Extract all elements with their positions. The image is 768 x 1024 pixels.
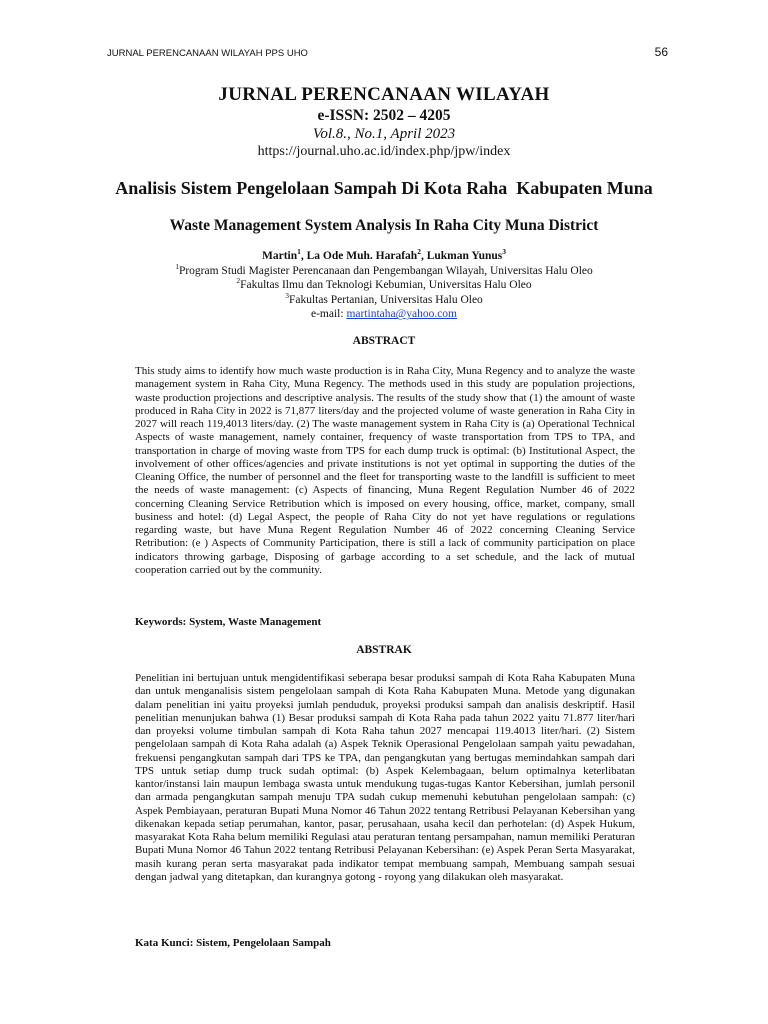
affiliation-text: Fakultas Pertanian, Universitas Halu Oleo [288, 293, 483, 306]
author [426, 247, 506, 262]
abstract-heading: ABSTRACT [352, 335, 416, 347]
abstract-text: This study aims to identify how much waste production is in Raha City, Muna Regency and to analyze the waste management system in Raha City, Muna Regency. The methods used in this study are population projections, waste production projections and descriptive analysis. The results of the study show that (1) the amount of waste produced in Raha City in 2022 is 71,877 liters/day and the projected volume of waste generation in Raha City in 2027 will reach 119,4013 liters/day. (2) The waste management system in Raha City is (a) Operational Technical Aspects of waste management, namely container, frequency of waste transportation from TPS to TPA, and transportation in charge of moving waste from TPS for each dump truck is optimal: (b) Institutional Aspect, the involvement of other offices/agencies and private institutions is not yet optimal in supporting the duties of the Cleaning Office, the number of personnel and the fleet for transporting waste to the landfill is sufficient to meet the needs of waste management: (c) Aspects of financing, Muna Regent Regulation Number 46 of 2022 concerning Cleaning Service Retribution which is imposed on every housing, office, market, company, small business and hotel: (d) Legal Aspect, the people of Raha City do not yet have regulations or regulations regarding waste, but have Muna Regent Regulation Number 46 of 2022 concerning Cleaning Service Retribution: (e ) Aspects of Community Participation, there is still a lack of community participation on place indicators throwing garbage, Disposing of garbage according to a set schedule, and the lack of mutual cooperation carried out by the community. [135, 365, 635, 576]
affiliation [0, 278, 768, 293]
affiliation-text: Fakultas Ilmu dan Teknologi Kebumian, Universitas Halu Oleo [240, 279, 532, 292]
email-link[interactable]: martintaha@yahoo.com [346, 308, 457, 321]
abstrak-keywords: Kata Kunci: Sistem, Pengelolaan Sampah [135, 937, 331, 949]
affiliation-mark: 2 [236, 276, 241, 286]
author [306, 247, 427, 262]
author-affiliation-mark: 2 [417, 247, 421, 257]
author-list [0, 249, 768, 264]
author-affiliation-mark: 1 [297, 247, 301, 257]
journal-volume: Vol.8., No.1, April 2023 [312, 126, 456, 142]
journal-name: JURNAL PERENCANAAN WILAYAH [218, 84, 550, 105]
affiliation-text: Program Studi Magister Perencanaan dan Pengembangan Wilayah, Universitas Halu Oleo [178, 264, 593, 277]
author-name: Martin [262, 250, 298, 262]
article-subtitle: Waste Management System Analysis In Raha City Muna District [169, 217, 599, 234]
email-line [0, 307, 768, 322]
abstrak-heading: ABSTRAK [356, 644, 412, 656]
authors-block [0, 249, 768, 322]
running-title: JURNAL PERENCANAAN WILAYAH PPS UHO [107, 48, 308, 59]
affiliation [0, 290, 768, 308]
author-affiliation-mark: 3 [502, 247, 506, 257]
abstract-keywords: Keywords: System, Waste Management [135, 616, 322, 628]
author-separator: , [300, 250, 307, 262]
affiliation-mark: 1 [175, 261, 179, 271]
page-number: 56 [654, 45, 668, 59]
running-header [107, 45, 668, 59]
author-name: Lukman Yunus [426, 250, 503, 262]
journal-url: https://journal.uho.ac.id/index.php/jpw/index [257, 144, 511, 159]
abstrak-text: Penelitian ini bertujuan untuk mengidentifikasi seberapa besar produksi sampah di Kota Raha Kabupaten Muna dan untuk menganalisis sistem pengelolaan sampah di Kota Raha Kabupaten Muna. Metode yang digunakan dalam penelitian ini yaitu proyeksi jumlah penduduk, proyeksi produksi sampah dan analisis deskriptif. Hasil penelitian menunjukan bahwa (1) Besar produksi sampah di Kota Raha pada tahun 2022 yaitu 71.877 liter/hari dan proyeksi volume timbulan sampah di Kota Raha tahun 2027 mencapai 119.4013 liter/hari. (2) Sistem pengelolaan sampah di Kota Raha adalah (a) Aspek Teknik Operasional Pengelolaan sampah yaitu pewadahan, frekuensi pengangkutan sampah dari TPS ke TPA, dan pengangkutan yang bertugas memindahkan sampah dari TPS untuk setiap dump truck sudah optimal: (b) Aspek Kelembagaan, belum optimalnya keterlibatan kantor/instansi lain maupun lembaga swasta untuk mendukung tugas-tugas Kantor Kebersihan, jumlah personil dan armada pengangkutan sampah menuju TPA sudah cukup memenuhi kebutuhan pengelolaan sampah: (c) Aspek Pembiayaan, peraturan Bupati Muna Nomor 46 Tahun 2022 tentang Retribusi Pelayanan Kebersihan yang dikenakan kepada setiap perumahan, kantor, pasar, perusahaan, usaha kecil dan perhotelan: (d) Aspek Hukum, masyarakat Kota Raha belum memiliki Regulasi atau peraturan tentang persampahan, namun memiliki Peraturan Bupati Muna Nomor 46 Tahun 2022 tentang Retribusi Pelayanan Kebersihan: (e) Aspek Peran Serta Masyarakat, masih kurang peran serta masyarakat pada indikator tempat membuang sampah, Membuang sampah sesuai dengan jadwal yang ditetapkan, dan kurangnya gotong - royong yang dilakukan oleh masyarakat. [135, 672, 635, 883]
article-title: Analisis Sistem Pengelolaan Sampah Di Kota Raha Kabupaten Muna [115, 178, 653, 198]
affiliation-mark: 3 [285, 290, 289, 300]
affiliation [0, 261, 768, 279]
email-label: e-mail: [311, 308, 347, 321]
journal-masthead [0, 84, 768, 161]
author-separator: , [420, 250, 427, 262]
author-name: La Ode Muh. Harafah [306, 250, 418, 262]
journal-issn: e-ISSN: 2502 – 4205 [317, 107, 451, 124]
author [262, 247, 307, 262]
